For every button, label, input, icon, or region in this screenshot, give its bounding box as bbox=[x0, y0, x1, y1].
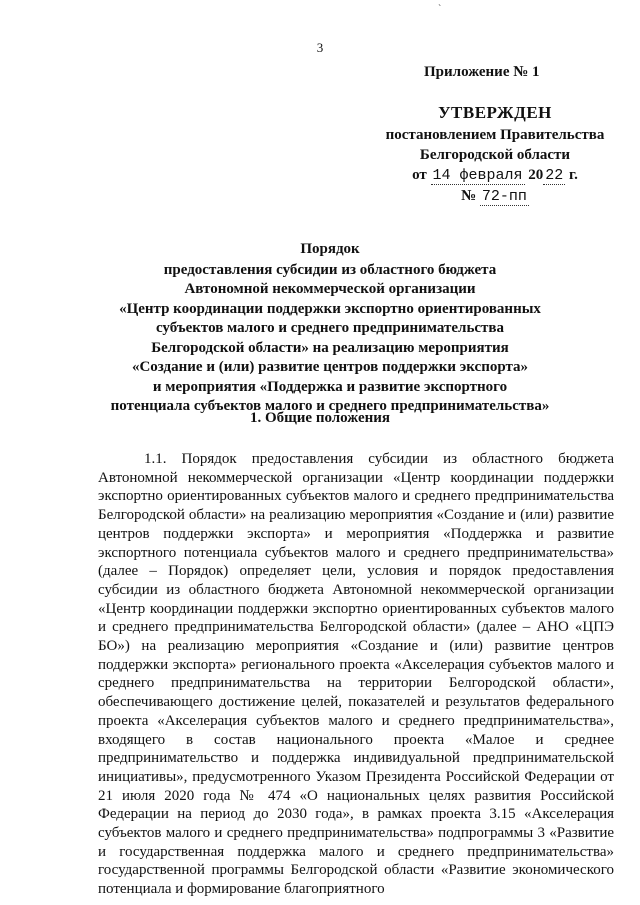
paragraph-1-1: 1.1. Порядок предоставления субсидии из областного бюджета Автономной некоммерческой организации «Центр координации поддержки экспортно ориентированных субъектов малого и среднего предпринимательства Белгородской области» на реализацию мероприятия «Создание и (или) развитие центров поддержки экспорта» и мероприятия «Поддержка и развитие экспортного потенциала субъектов малого и среднего предпринимательства» (далее – Порядок) определяет цели, условия и порядок предоставления субсидии из областного бюджета Автономной некоммерческой организации «Центр координации поддержки экспортно ориентированных субъектов малого и среднего предпринимательства Белгородской области» (далее – АНО «ЦПЭ БО») на реализацию мероприятия «Создание и (или) развитие центров поддержки экспорта» регионального проекта «Акселерация субъектов малого и среднего предпринимательства на территории Белгородской области», обеспечивающего достижение целей, показателей и результатов федерального проекта «Акселерация субъектов малого и среднего предпринимательства», входящего в состав национального проекта «Малое и среднее предпринимательство и поддержка индивидуальной предпринимательской инициативы», предусмотренного Указом Президента Российской Федерации от 21 июля 2020 года № 474 «О национальных целях развития Российской Федерации на период до 2030 года», в рамках проекта 3.15 «Акселерация субъектов малого и среднего предпринимательства» подпрограммы 3 «Развитие и государственная поддержка малого и среднего предпринимательства» государственной программы Белгородской области «Развитие экономического потенциала и формирование благоприятного bbox=[98, 451, 614, 898]
title-line: Белгородской области» на реализацию мероприятия bbox=[151, 339, 509, 356]
date-prefix: от bbox=[412, 167, 427, 183]
title-line: субъектов малого и среднего предпринимательства bbox=[155, 320, 505, 336]
title-line: Автономной некоммерческой организации bbox=[184, 281, 476, 297]
year-suffix: г. bbox=[569, 167, 578, 183]
title-line: «Центр координации поддержки экспортно ориентированных bbox=[119, 300, 541, 317]
approved-by: постановлением Правительства bbox=[385, 127, 605, 143]
title-heading: Порядок bbox=[300, 241, 360, 257]
page-number: 3 bbox=[316, 40, 324, 55]
year-prefix: 20 bbox=[528, 167, 544, 183]
approval-block bbox=[360, 64, 630, 207]
approved-label: УТВЕРЖДЕН bbox=[438, 103, 552, 122]
approved-region: Белгородской области bbox=[419, 147, 571, 163]
section-heading: 1. Общие положения bbox=[249, 410, 391, 426]
title-line: потенциала субъектов малого и среднего предпринимательства» bbox=[110, 398, 550, 414]
body-text bbox=[98, 450, 614, 899]
annex-label: Приложение № 1 bbox=[424, 64, 540, 80]
document-title bbox=[80, 240, 580, 417]
approval-number bbox=[360, 186, 630, 207]
title-line: и мероприятия «Поддержка и развитие экспортного bbox=[152, 378, 508, 395]
number-handwritten: 72-пп bbox=[481, 188, 527, 205]
number-prefix: № bbox=[461, 188, 477, 204]
scan-mark: ˋ bbox=[438, 4, 442, 15]
date-handwritten: 14 февраля bbox=[432, 167, 523, 184]
title-line: предоставления субсидии из областного бюджета bbox=[163, 261, 497, 278]
title-line: «Создание и (или) развитие центров поддержки экспорта» bbox=[131, 359, 529, 375]
year-handwritten: 22 bbox=[545, 167, 564, 184]
approval-date bbox=[360, 165, 630, 186]
